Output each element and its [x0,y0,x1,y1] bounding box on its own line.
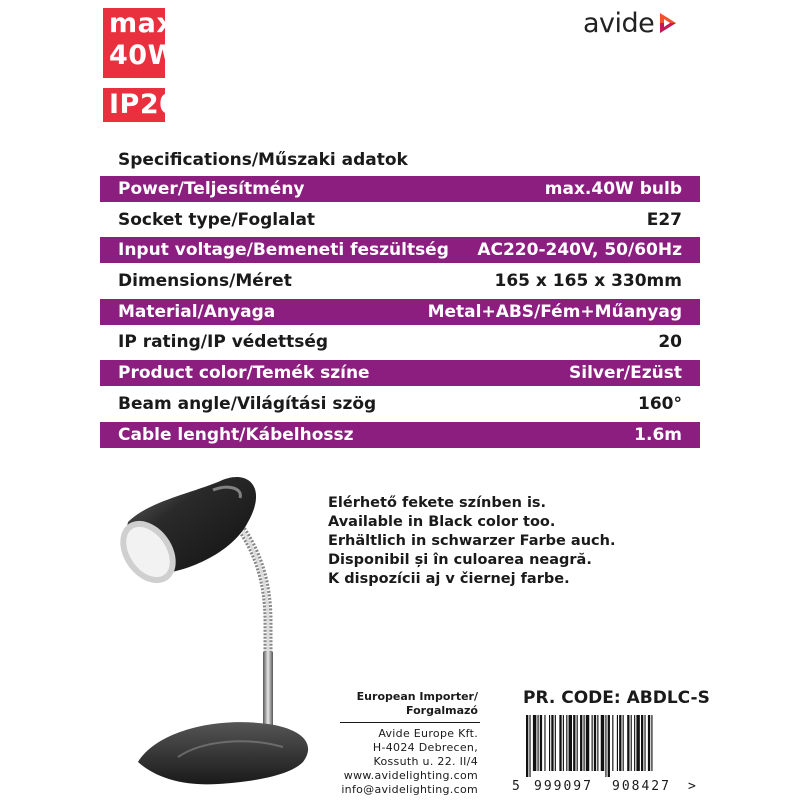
spec-value: Silver/Ezüst [569,363,682,384]
importer-divider [340,722,480,723]
barcode-bar [651,715,652,771]
barcode-bar [641,715,643,771]
spec-row [100,268,700,294]
availability-line: Disponibil și în culoarea neagră. [328,552,592,568]
power-badge-line2: 40W [109,40,178,71]
spec-value: Metal+ABS/Fém+Műanyag [427,301,682,322]
barcode-image [512,715,700,777]
spec-label: Input voltage/Bemeneti feszültség [118,240,449,261]
spec-row [100,391,700,417]
play-arrow-icon [658,12,678,34]
spec-label: Material/Anyaga [118,301,276,322]
barcode-bar [644,715,645,771]
spec-row [100,329,700,355]
brand-name: avide [583,7,655,39]
spec-row [100,207,700,233]
importer-heading [340,690,478,718]
barcode-bar [612,715,613,771]
barcode-bar [533,715,536,771]
address-line: Kossuth u. 22. II/4 [373,755,478,768]
importer-heading-line2: Forgalmazó [406,704,478,717]
spec-value: 165 x 165 x 330mm [494,271,682,292]
barcode-first-digit: 5 [512,779,520,794]
desk-lamp-image [118,462,318,788]
barcode-bar [529,715,530,777]
spec-value: 1.6m [634,424,682,445]
barcode-bar [573,715,575,771]
spec-label: Power/Teljesítmény [118,179,305,199]
power-badge-line1: max. [109,8,186,39]
specs-title: Specifications/Műszaki adatok [118,150,408,170]
spec-value: 20 [658,332,682,353]
address-line: info@avidelighting.com [341,783,478,796]
barcode-bar [569,715,572,771]
product-code: PR. CODE: ABDLC-S [523,688,710,708]
barcode-bar [634,715,635,771]
spec-label: Socket type/Foglalat [118,209,316,230]
specs-table [100,176,700,452]
spec-label: Dimensions/Méret [118,271,292,292]
barcode-bar [597,715,598,771]
spec-row [100,237,700,263]
power-badge [103,8,186,78]
ip-badge: IP20 [103,88,165,122]
spec-label: IP rating/IP védettség [118,332,329,353]
spec-label: Cable lenght/Kábelhossz [118,424,354,445]
barcode-bar [619,715,621,771]
barcode-bar [636,715,639,771]
address-line: H-4024 Debrecen, [372,741,478,754]
address-line: Avide Europe Kft. [378,727,478,740]
availability-line: K dispozícii aj v čiernej farbe. [328,571,570,587]
importer-address [330,727,478,797]
availability-note [328,494,615,589]
spec-value: E27 [646,209,682,230]
barcode-bar [580,715,582,771]
spec-row [100,422,700,448]
barcode-bar [601,715,604,771]
barcode-bar [555,715,556,771]
spec-value: AC220-240V, 50/60Hz [477,240,682,261]
barcode-bar [549,715,550,771]
barcode-bar [605,715,606,777]
barcode-bar [627,715,629,771]
spec-value: 160° [638,393,682,414]
barcode-left-group: 999097 [534,779,593,794]
spec-row [100,176,700,202]
barcode-arrow: > [688,779,696,794]
barcode-bar [631,715,632,771]
barcode-bar [538,715,539,771]
brand-logo [583,6,678,40]
barcode-bar [586,715,589,771]
barcode-bar [551,715,553,771]
spec-label: Product color/Temék színe [118,363,370,384]
barcode-bar [526,715,528,777]
spec-row [100,360,700,386]
availability-line: Erhältlich in schwarzer Farbe auch. [328,533,616,549]
barcode-right-group: 908427 [612,779,671,794]
address-line: www.avidelighting.com [343,769,478,782]
barcode-bar [608,715,610,777]
barcode-bar [563,715,564,771]
barcode-bar [617,715,618,771]
barcode-bar [584,715,585,771]
barcode-bar [540,715,542,771]
spec-value: max.40W bulb [544,179,682,199]
barcode-bar [559,715,561,771]
barcode-bar [648,715,650,771]
availability-line: Elérhető fekete színben is. [328,495,547,511]
spec-row [100,299,700,325]
importer-heading-line1: European Importer/ [356,690,478,703]
barcode-bar [566,715,567,771]
barcode-bar [592,715,593,771]
availability-line: Available in Black color too. [328,514,556,530]
barcode-bar [577,715,578,771]
barcode-bar [623,715,624,771]
barcode-bar [594,715,596,771]
barcode-bar [544,715,545,771]
spec-label: Beam angle/Világítási szög [118,393,377,414]
